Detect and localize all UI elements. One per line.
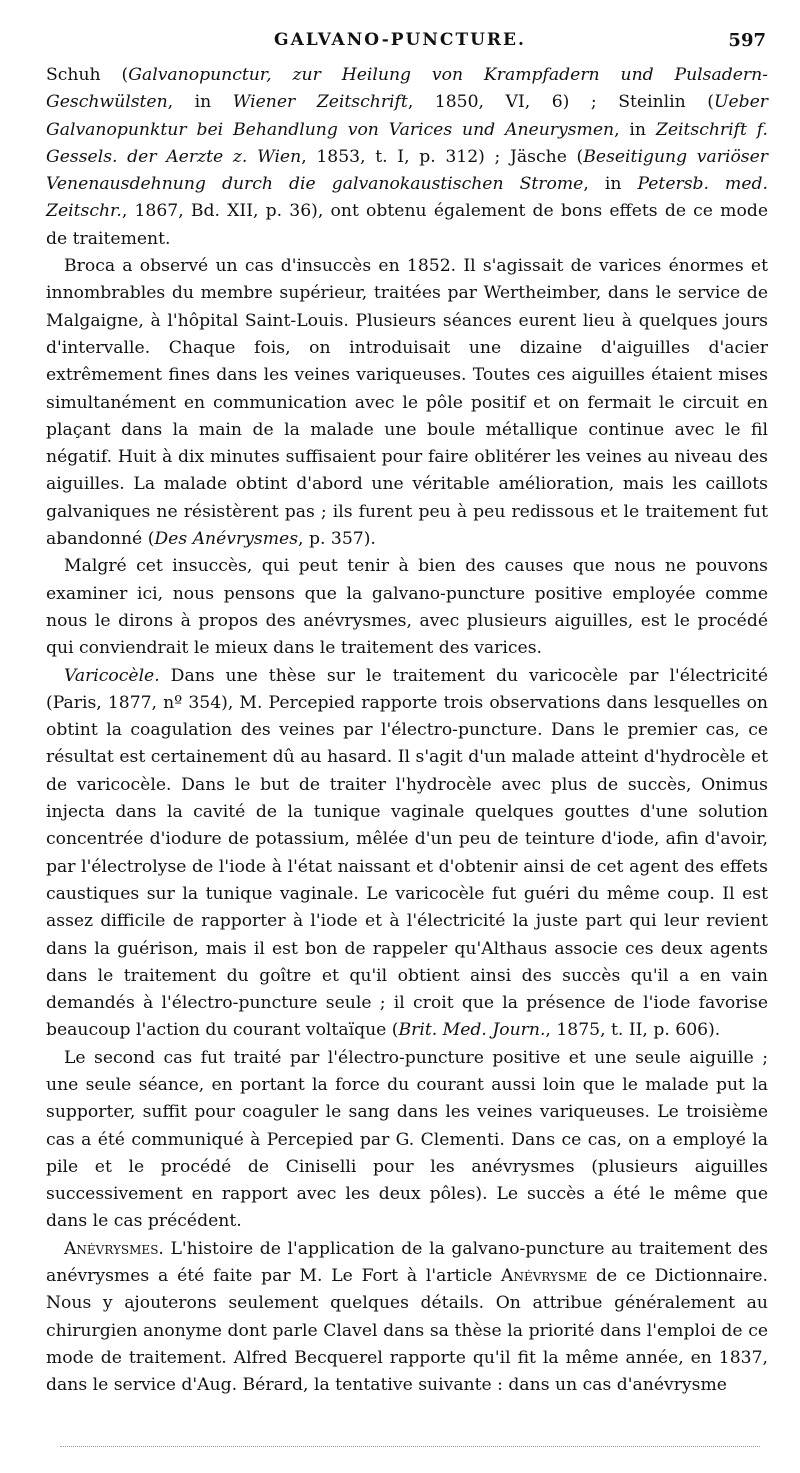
citation-title: Galvanopunctur, zur Heilung von Krampfadern und Pulsadern-Geschwülsten xyxy=(46,65,768,113)
text-run: , 1875, t. II, p. 606). xyxy=(545,1020,721,1041)
text-run: , 1853, t. I, p. 312) ; Jäsche ( xyxy=(301,146,584,167)
citation-title: Ueber Galvanopunktur bei Behandlung von Varices und Aneurysmen xyxy=(46,92,768,140)
text-run: , in xyxy=(583,174,638,195)
cross-reference: Anévrysme xyxy=(501,1266,588,1287)
paragraph-second-case: Le second cas fut traité par l'électro-puncture positive et une seule aiguille ; une seule séance, en portant la force du courant aussi loin que le malade put la supporter, suffit pour coaguler le sang dans les veines variqueuses. Le troisième cas a été communiqué à Percepied par G. Clementi. Dans ce cas, on a employé la pile et le procédé de Ciniselli pour les anévrysmes (plusieurs aiguilles successivement en rapport avec les deux pôles). Le succès a été le même que dans le cas précédent. xyxy=(46,1047,768,1232)
text-run: , in xyxy=(614,119,656,140)
citation-title: Des Anévrysmes xyxy=(154,529,299,550)
section-heading-aneurysms: Anévrysmes. xyxy=(64,1238,164,1259)
journal-title: Wiener Zeitschrift xyxy=(232,92,408,113)
page-number: 597 xyxy=(728,30,766,51)
text-run: L'histoire de l'application de la galvano-puncture au traitement des anévrysmes a été faite par M. Le Fort à l'article xyxy=(46,1238,768,1287)
paragraph-references xyxy=(46,62,768,253)
paragraph-varicocele xyxy=(46,663,768,1045)
citation-title: Beseitigung variöser Venenausdehnung durch die galvanokaustischen Strome xyxy=(46,146,769,195)
section-heading-varicocele: Varicocèle. xyxy=(64,665,160,686)
paragraph-conclusion-varices: Malgré cet insuccès, qui peut tenir à bien des causes que nous ne pouvons examiner ici, nous pensons que la galvano-puncture positive employée comme nous le dirons à propos des anévrysmes, avec plusieurs aiguilles, est le procédé qui conviendrait le mieux dans le traitement des varices. xyxy=(46,556,768,659)
text-run: , 1850, VI, 6) ; Steinlin ( xyxy=(407,92,714,113)
paragraph-broca-case xyxy=(46,253,768,553)
text-run: Schuh ( xyxy=(46,65,129,85)
text-run: , in xyxy=(167,92,233,113)
bleed-through-line xyxy=(60,1446,760,1451)
article-body xyxy=(46,62,768,1400)
text-run: , p. 357). xyxy=(298,529,376,550)
text-run: Dans une thèse sur le traitement du varicocèle par l'électricité (Paris, 1877, nº 354), M. Percepied rapporte trois observations dans lesquelles on obtint la coagulation des veines par l'électro-puncture. Dans le premier cas, ce résultat est certainement dû au hasard. Il s'agit d'un malade atteint d'hydrocèle et de varicocèle. Dans le but de traiter l'hydrocèle avec plus de succès, Onimus injecta dans la cavité de la tunique vaginale quelques gouttes d'une solution concentrée d'iodure de potassium, mêlée d'un peu de teinture d'iode, afin d'avoir, par l'électrolyse de l'iode à l'état naissant et d'obtenir ainsi de cet agent des effets caustiques sur la tunique vaginale. Le varicocèle fut guéri du même coup. Il est assez difficile de rapporter à l'iode et à l'électricité la juste part qui leur revient dans la guérison, mais il est bon de rappeler qu'Althaus associe ces deux agents dans le traitement du goître et qu'il obtient ainsi des succès qu'il a en vain demandés à l'électro-puncture seule ; il croit que la présence de l'iode favorise beaucoup l'action du courant voltaïque ( xyxy=(46,665,768,1041)
running-header xyxy=(0,30,800,54)
text-run: , 1867, Bd. XII, p. 36), ont obtenu également de bons effets de ce mode de traitement. xyxy=(46,201,768,249)
text-run: Broca a observé un cas d'insuccès en 1852. Il s'agissait de varices énormes et innombrables du membre supérieur, traitées par Wertheimber, dans le service de Malgaigne, à l'hôpital Saint-Louis. Plusieurs séances eurent lieu à quelques jours d'intervalle. Chaque fois, on introduisait une dizaine d'aiguilles d'acier extrêmement fines dans les veines variqueuses. Toutes ces aiguilles étaient mises simultanément en communication avec le pôle positif et on fermait le circuit en plaçant dans la main de la malade une boule métallique continue avec le fil négatif. Huit à dix minutes suffisaient pour faire oblitérer les veines au niveau des aiguilles. La malade obtint d'abord une véritable amélioration, mais les caillots galvaniques ne résistèrent pas ; ils furent peu à peu redissous et le traitement fut abandonné ( xyxy=(46,256,768,550)
journal-title: Petersb. med. Zeitschr. xyxy=(46,174,768,222)
journal-title: Brit. Med. Journ. xyxy=(398,1020,546,1041)
running-title: GALVANO-PUNCTURE. xyxy=(274,30,526,50)
journal-title: Zeitschrift f. Gessels. der Aerzte z. Wien xyxy=(46,119,768,167)
paragraph-aneurysms xyxy=(46,1236,768,1400)
text-run: de ce Dictionnaire. Nous y ajouterons seulement quelques détails. On attribue généralement au chirurgien anonyme dont parle Clavel dans sa thèse la priorité dans l'emploi de ce mode de traitement. Alfred Becquerel rapporte qu'il fit la même année, en 1837, dans le service d'Aug. Bérard, la tentative suivante : dans un cas d'anévrysme xyxy=(46,1266,768,1396)
